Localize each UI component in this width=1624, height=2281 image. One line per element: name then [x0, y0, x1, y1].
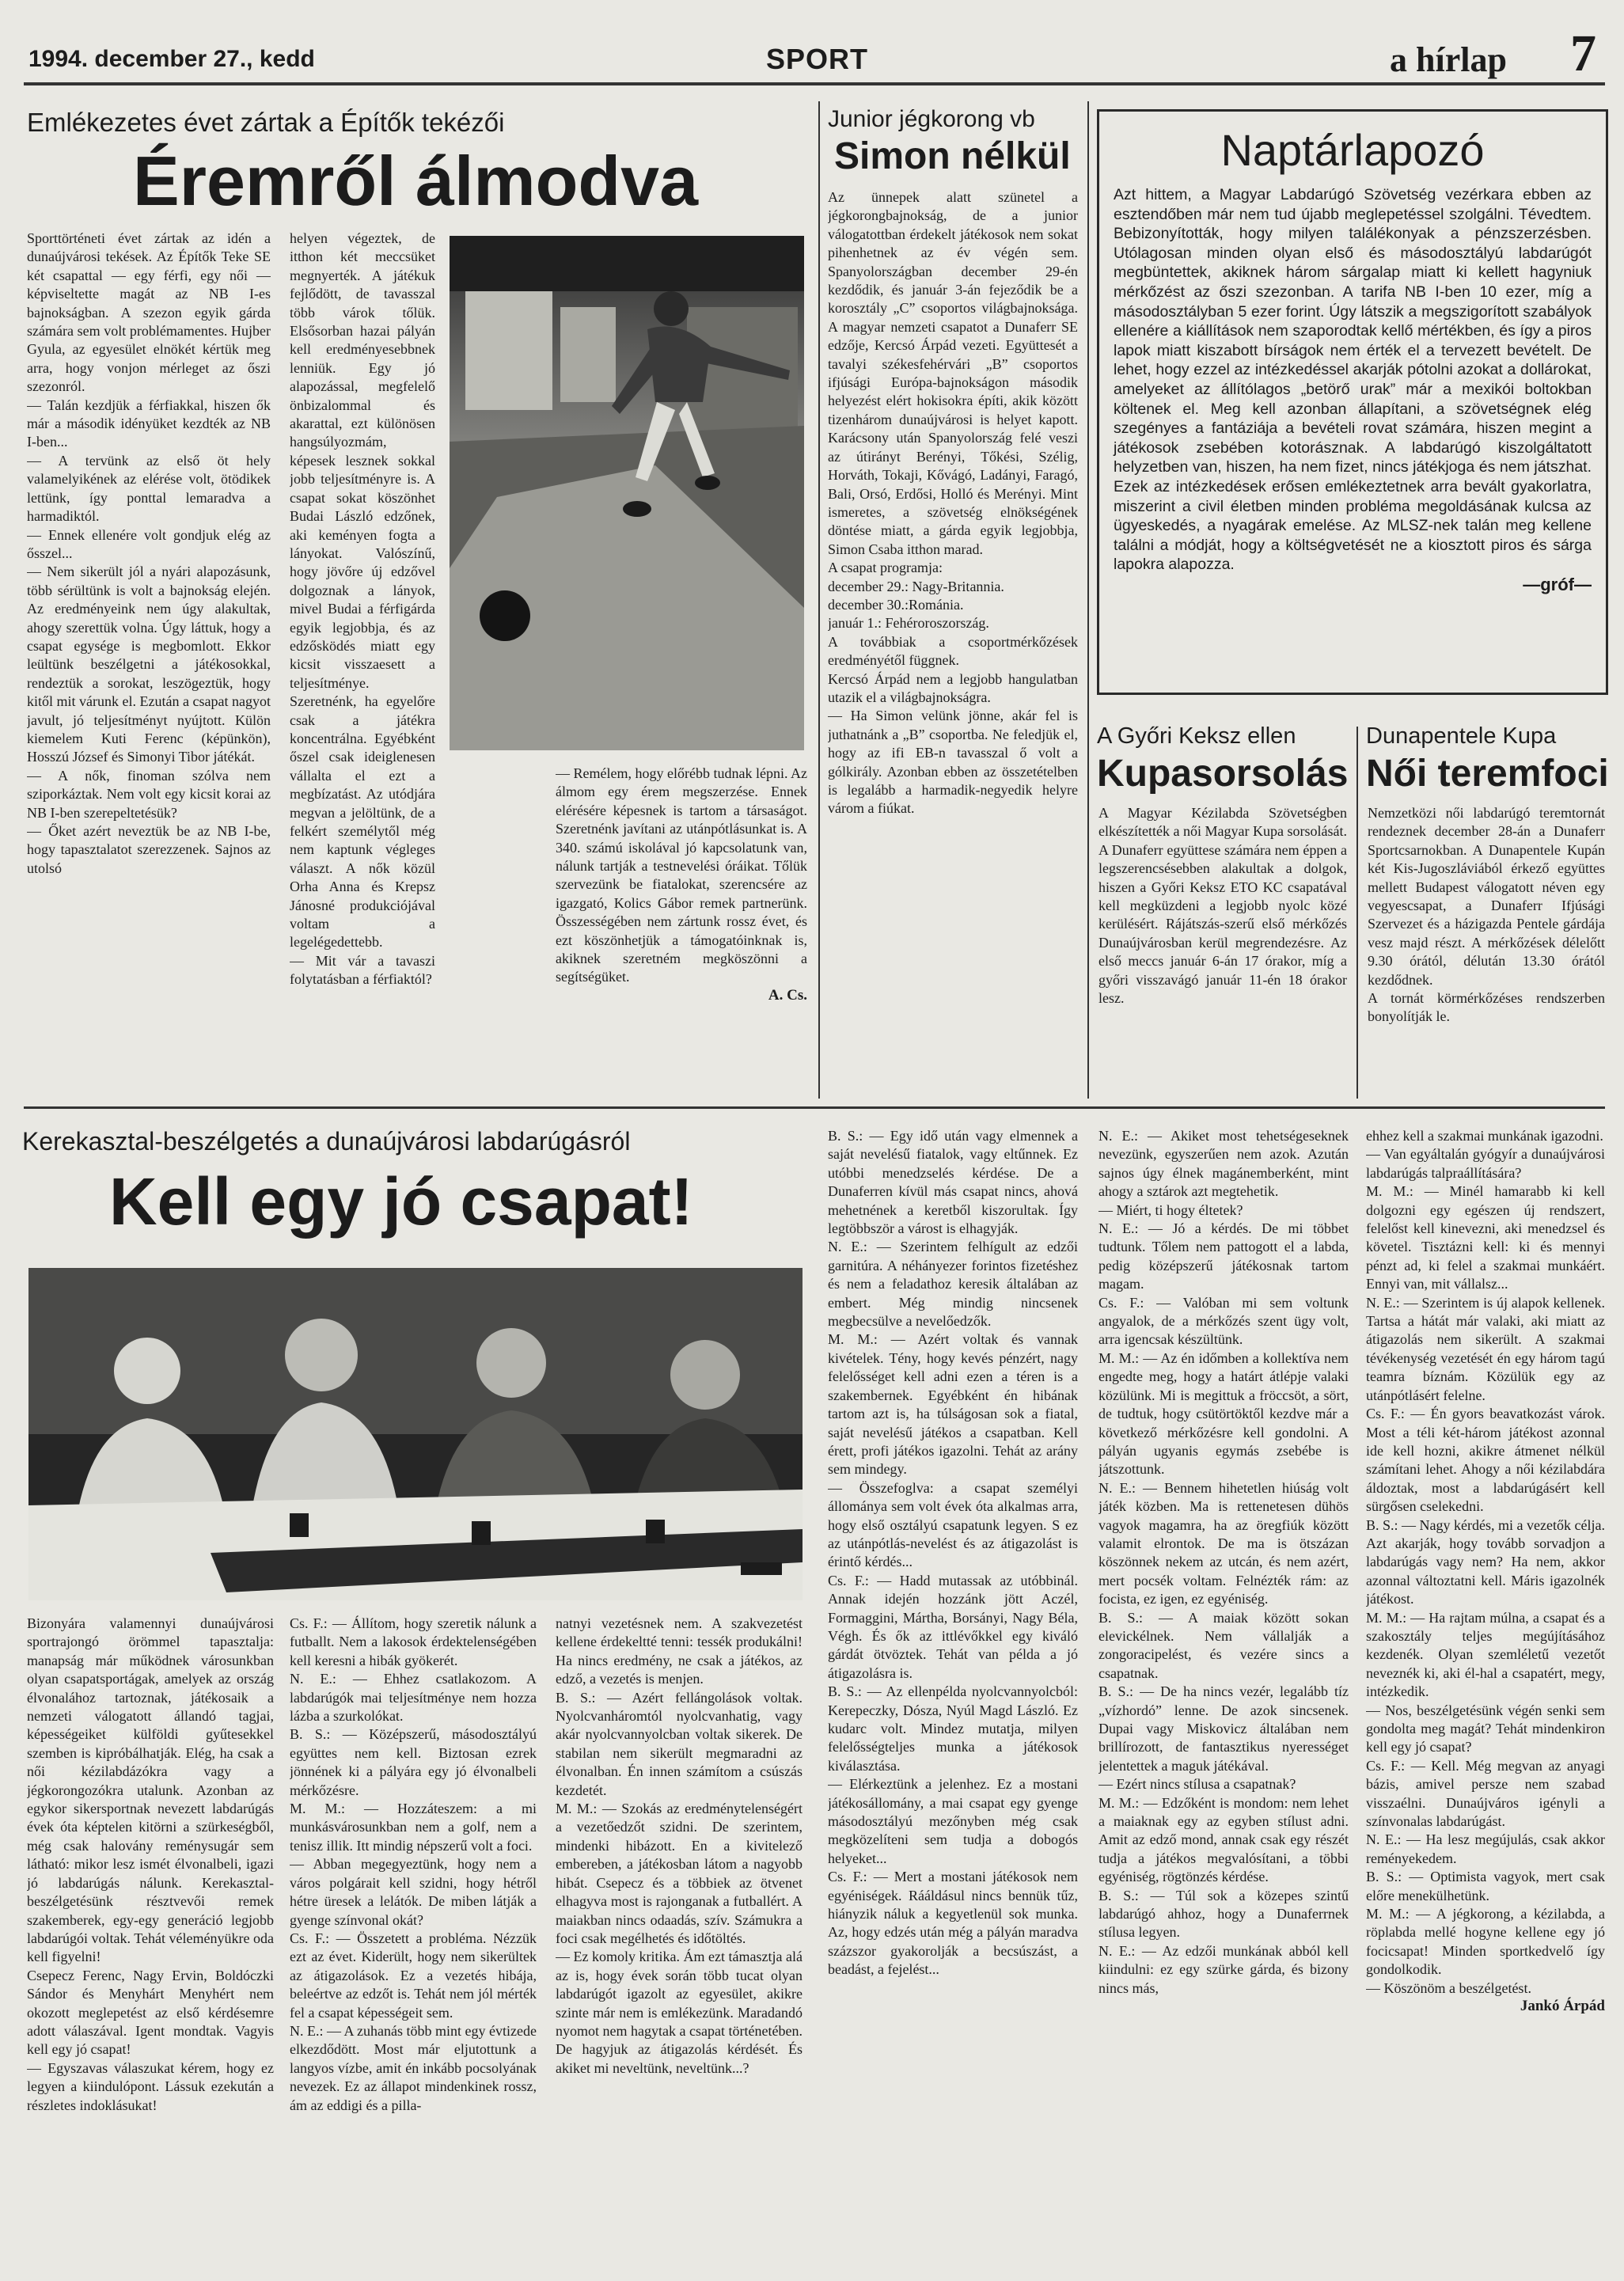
bowling-signature: A. Cs. — [768, 986, 807, 1004]
hockey-column — [828, 188, 1078, 1097]
issue-date: 1994. december 27., kedd — [28, 46, 315, 72]
section-rule — [24, 1106, 1605, 1109]
naptar-signature: —gróf— — [1523, 574, 1592, 594]
football-column-2 — [290, 1615, 537, 2264]
keksz-headline: Kupasorsolás — [1097, 753, 1349, 795]
teremfoci-kicker: Dunapentele Kupa — [1366, 723, 1557, 749]
header-rule — [24, 82, 1605, 85]
bowling-headline: Éremről álmodva — [133, 142, 699, 220]
hockey-text: Az ünnepek alatt szünetel a jégkorongbajnokság, de a junior válogatottban érdekelt játékosok nem sokat pihenhetnek az év végén sem. Spanyolországban december 29-én kezdődik, és január 3-án fejeződik be a korosztály „C” csoportos világbajnoksága. A magyar nemzeti csapatot a Dunaferr SE edzője, Kercsó Árpád vezeti. Együttesét a tavalyi székesfehérvári „B” csoportos ifjúsági Európa-bajnokságon második helyezést elért hokisokra építi, akik között tizenhárom dunaújvárosi is helyet kapott. Karácsony után Spanyolország felé veszi az útirányt Berényi, Tőkési, Szélig, Horváth, Tokaji, Kővágó, Ladányi, Faragó, Bali, Orsó, Erdősi, Holló és Merényi. Mint ismeretes, a szövetség elnökségének döntése miatt, a gárda egyik legjobbja, Simon Csaba itthon marad. A csapat programja: december 29.: Nagy-Britannia. december 30.:Románia. január 1.: Fehéroroszország. A továbbiak a csoportmérkőzések eredményétől függnek. Kercsó Árpád nem a legjobb hangulatban utazik el a világbajnokságra. — Ha Simon velünk jönne, akár fel is juthatnánk a „B” csoportba. Ne feledjük el, hogy az ifi EB-n tavasszal ő volt a gólkirály. Azonban ebben az összetételben is legalább a harmadik-negyedik helyre várom a fiúkat. — [828, 189, 1078, 817]
football-column-6 — [1366, 1127, 1605, 2264]
keksz-text: A Magyar Kézilabda Szövetségben elkészítették a női Magyar Kupa sorsolását. A Dunaferr együttese számára nem éppen a legszerencsésebben alakultak a dolgok, hiszen a Győri Keksz ETO KC csapatával kell megküzdeni a legjobb nyolc közé kerülésért. Rájátszás-szerű első mérkőzés Dunaújvárosban kerül megrendezésre. Az első meccs január 6-án 17 órakor, míg a győri visszavágó január 11-én 18 órakor lesz. — [1098, 805, 1347, 1007]
bowling-kicker: Emlékezetes évet zártak a Építők tekézői — [27, 108, 505, 137]
football-column-3 — [556, 1615, 803, 2264]
teremfoci-text: Nemzetközi női labdarúgó teremtornát rendeznek december 28-án a Dunaferr Sportcsarnokban. A Dunapentele Kupán két Kis-Jugoszláviából érkező együttes mellett Budapest válogatott néven egy vegyescsapat, a Dunaferr Ifjúsági Szervezet és a házigazda Pentele gárdája vesz majd részt. A mérkőzések délelőtt 9.30 órától, délután 13.30 órától kezdődnek. A tornát körmérkőzéses rendszerben bonyolítják le. — [1368, 805, 1605, 1025]
roundtable-photo — [28, 1268, 803, 1600]
football-text-5: N. E.: — Akiket most tehetségeseknek nevezünk, egyszerűen nem azok. Azután sajnos úgy élnek magánemberként, mint ahogy a sztárok azt megtehetik. — Miért, ti hogy éltetek? N. E.: — Jó a kérdés. De mi többet tudtunk. Tőlem nem pattogott el a labda, pedig középszerű játékosnak tartom magam. Cs. F.: — Valóban mi sem voltunk angyalok, de a mérkőzés szent ügy volt, arra igencsak készültünk. M. M.: — Az én időmben a kollektíva nem engedte meg, hogy a határt átlépje valaki közülünk. Mi is megittuk a fröccsöt, a sört, de tudtuk, hogy csütörtöktől kezdve már a következő mérkőzésre kell gondolni. A pályán ugyanis egymás zsebébe is játszottunk. N. E.: — Bennem hihetetlen hiúság volt játék közben. Ma is rettenetesen dühös vagyok magamra, ha az öregfiúk között valamit elrontok. De ma is ötszázan köszönnek nekem az utcán, és nem azért, mert pocsék voltam. Felnézték rám: az focista, ez igen, ez egyéniség. B. S.: — A maiak között sokan elevickélnek. Nem vállalják a zongoracipelést, és vezére sincs a csapatnak. B. S.: — De ha nincs vezér, legalább tíz „vízhordó” lenne. De azok sincsenek. Dupai vagy Miskovicz általában nem brillírozott, de fantasztikus nyerességet jelentettek a maguk játékával. — Ezért nincs stílusa a csapatnak? M. M.: — Edzőként is mondom: nem lehet a maiaknak egy az egyben stílust adni. Amit az edző mond, annak csak egy részét tudja a játékos megvalósítani, a többi egyéniség, rögtönzés kérdése. B. S.: — Túl sok a közepes szintű labdarúgó ahhoz, hogy a Dunaferrnek stílusa legyen. N. E.: — Az edzői munkának abból kell kiindulni: ez egy szürke gárda, és bizony nincs más, — [1098, 1128, 1349, 1996]
hockey-headline: Simon nélkül — [834, 135, 1071, 177]
keksz-column — [1098, 804, 1347, 1097]
bowling-column-2 — [290, 230, 435, 1100]
football-text-4: B. S.: — Egy idő után vagy elmennek a saját nevelésű fiatalok, vagy eltűnnek. Ez utóbbi menedzselés kérdése. De a Dunaferren kívül más csapat nincs, ahová mehetnének a keretből kiszorultak. Így legtöbbször a várost is elhagyják. N. E.: — Szerintem felhígult az edzői garnitúra. A néhányezer forintos fizetéshez és nem a feladathoz keresik általában az embert. Még mindig nincsenek megbecsülve a nevelőedzők. M. M.: — Azért voltak és vannak kivételek. Tény, hogy kevés pénzért, nagy felelősséget kell adni ezen a téren is a szakembernek. Egyébként én hibának tartom azt is, ha túlságosan sok a fiatal, saját nevelésű játékos a csapatban. Kell érett, profi játékos igazolni. Tehát az arány sem mindegy. — Összefoglva: a csapat személyi állománya sem volt évek óta alkalmas arra, hogy első osztályú csapatunk legyen. S ez az utánpótlás-nevelést és az átigazolást is érintő kérdés... Cs. F.: — Hadd mutassak az utóbbinál. Annak idején hozzánk jött Aczél, Formaggini, Mártha, Borsányi, Nagy Béla, Végh. És ők az ittlévőkkel egy kiváló gárdát ötvöztek. Tehát van példa a jó átigazolásra is. B. S.: — Az ellenpélda nyolcvannyolcból: Kerepeczky, Dósza, Nyúl Magd László. Ez kudarc volt. Mindez mutatja, milyen felelősségteljes munka a játékosok kiválasztása. — Elérkeztünk a jelenhez. Ez a mostani játékosállomány, a mai csapat egy gyenge másodosztályú mezőnyben még csak megközelíteni sem tudja a dobogós helyeket... Cs. F.: — Mert a mostani játékosok nem egyéniségek. Rááldásul nincs bennük tűz, hiányzik náluk a kegyetlenül sok munka. Az, hogy edzés után még a pályán maradva százszor gyakorolják a becsúszást, a beadást, a fejelést... — [828, 1128, 1078, 1978]
football-kicker: Kerekasztal-beszélgetés a dunaújvárosi labdarúgásról — [22, 1127, 631, 1156]
newspaper-name: a hírlap — [1390, 40, 1507, 79]
bowling-text-1: Sporttörténeti évet zártak az idén a dunaújvárosi tekések. Az Építők Teke SE két csapattal — egy férfi, egy női — képviseltette magát az NB I-es bajnokságban. A szezon egyik gárda számára sem volt problémamentes. Hujber Gyula, az egyesület elnökét kértük meg arra, hogy vonjon mérleget az őszi szezonról. — Talán kezdjük a férfiakkal, hiszen ők már a második idényüket kezdték az NB I-ben... — A tervünk az első öt hely valamelyikének az elérése volt, ötödikek lettünk, így ponttal lemaradva a harmadiktól. — Ennek ellenére volt gondjuk elég az ősszel... — Nem sikerült jól a nyári alapozásunk, több sérültünk is volt a bajnokság elején. Az eredményeink nem úgy alakultak, ahogy szerettük volna. Úgy láttuk, hogy a csapat egysége is megbomlott. Ekkor leültünk beszélgetni a játékosokkal, rendeztük a sorokat, leszögeztük, hogy kitől mit várunk el. Ezután a csapat nagyot javult, jó teljesítményt nyújtott. Külön kiemelem Kuti Ferenc (képünkön), Hosszú József és Simonyi Tibor játékát. — A nők, finoman szólva nem sziporkáztak. Nem volt egy kicsit korai az NB I-ben szerepeltetésük? — Őket azért neveztük be az NB I-be, hogy tapasztalatot szerezzenek. Sajnos az utolsó — [27, 230, 271, 876]
teremfoci-headline: Női teremfoci — [1366, 753, 1609, 795]
keksz-kicker: A Győri Keksz ellen — [1097, 723, 1296, 749]
football-text-6: ehhez kell a szakmai munkának igazodni. — Van egyáltalán gyógyír a dunaújvárosi labdarúgás talpraállítására? M. M.: — Minél hamarabb ki kell dolgozni egy egészen új rendszert, felelőst kell kinevezni, aki menedzsel és követel. Tisztázni kell: ki és mennyi pénzt ad, ki felel a szakmai munkáért. Ennyi van, mit vállalsz... N. E.: — Szerintem is új alapok kellenek. Tartsa a hátát már valaki, aki miatt az átigazolás nem sikerült. A szakmai tévékenység vezetését én egy három tagú teamra bíznám. Közülük egy az utánpótlásért felelne. Cs. F.: — Én gyors beavatkozást várok. Most a téli két-három játékost azonnal ide kell hozni, akikre átmenet nélkül számítani lehet. Ahogy a női kézilabdára áldoztak, most a labdarúgásért kell sürgősen cselekedni. B. S.: — Nagy kérdés, mi a vezetők célja. Azt akarják, hogy tovább sorvadjon a labdarúgás vagy nem? Ha nem, akkor azonnal változtatni kell. Máris igazolnék játékost. M. M.: — Ha rajtam múlna, a csapat és a szakosztály teljes megújításához kezdenék. Olyan szemléletű vezetőt neveznék ki, aki él-hal a csapatért, megy, intézkedik. — Nos, beszélgetésünk végén senki sem gondolta meg magát? Tehát mindenkiron kell egy jó csapat? Cs. F.: — Kell. Még megvan az anyagi bázis, amivel persze nem szabad visszaélni. Dunaújváros igényli a színvonalas labdarúgást. N. E.: — Ha lesz megújulás, csak akkor reményekedem. B. S.: — Optimista vagyok, mert csak előre menekülhetünk. M. M.: — A jégkorong, a kézilabda, a röplabda mellé hogyne kellene egy jó focicsapat! Minden sportkedvelő így gondolkodik. — Köszönöm a beszélgetést. — [1366, 1128, 1605, 1996]
football-column-5 — [1098, 1127, 1349, 2264]
football-column-1 — [27, 1615, 274, 2264]
naptar-headline: Naptárlapozó — [1220, 125, 1485, 175]
bowling-photo — [450, 236, 804, 750]
naptar-box — [1097, 109, 1608, 695]
football-column-4 — [828, 1127, 1078, 2264]
column-rule — [1087, 101, 1089, 1099]
football-text-2: Cs. F.: — Állítom, hogy szeretik nálunk a futballt. Nem a lakosok érdektelenségében kell keresni a hibák gyökerét. N. E.: — Ehhez csatlakozom. A labdarúgók mai teljesítménye nem hozza lázba a szurkolókat. B. S.: — Középszerű, másodosztályú együttes nem kell. Biztosan ezrek jönnének ki a pályára egy jó élvonalbeli mérkőzésre. M. M.: — Hozzáteszem: a mi munkásvárosunkban nem a golf, nem a tenisz illik. Itt mindig népszerű volt a foci. — Abban megegyeztünk, hogy nem a város polgárait kell szidni, hogy hétről hétre üresek a lelátók. De miben látják a gyenge színvonal okát? Cs. F.: — Összetett a probléma. Nézzük ezt az évet. Kiderült, hogy nem sikerültek az átigazolások. Ez a vezetés hibája, beleértve az edzőt is. Tehát nem jól mérték fel a csapat képességeit sem. N. E.: — A zuhanás több mint egy évtizede elkezdődött. Most már eljutottunk a langyos vízbe, amit én inkább pocsolyának nevezek. Ez az állapot mindenkinek rossz, ám az eddigi és a pilla- — [290, 1615, 537, 2113]
bowling-text-3: — Remélem, hogy előrébb tudnak lépni. Az álmom egy érem megszerzése. Ennek elérésére képesnek is tartom a társaságot. Szeretnénk javítani az utánpótlásunkat is. A 340. számú iskolával jó kapcsolatunk van, nálunk tartják a testnevelési óráikat. Tőlük szervezünk be fiatalokat, szerencsére az igazgató, Kolics Gábor remek partnerünk. Összességében nem zártunk rossz évet, és ezt köszönhetjük a támogatóinknak is, akiknek szeretném megköszönni a segítségüket. — [556, 765, 807, 985]
bowling-column-1 — [27, 230, 271, 1100]
bowling-column-3 — [556, 765, 807, 1097]
page-number: 7 — [1570, 25, 1596, 82]
football-text-3: natnyi vezetésnek nem. A szakvezetést kellene érdekeltté tenni: tessék produkálni! Ha nincs eredmény, ne csak a játékos, az edző, a vezetés is menjen. B. S.: — Azért fellángolások voltak. Nyolcvanháromtól nyolcvanhatig, vagy akár nyolcvannyolcban voltak sikerek. De stabilan nem sikerült megmaradni az élvonalban. Én innen számítom a csúszás kezdetét. M. M.: — Szokás az eredménytelenségért a vezetőedzőt szidni. De szerintem, mindenki hibázott. En a kivitelező embereben, a játékosban látom a nagyobb hibát. Csepecz és a többiek az ötvenet elhagyva most is rajonganak a futballért. A maiakban nincs odaadás, szív. Számukra a foci csak megélhetés és időtöltés. — Ez komoly kritika. Ám ezt támasztja alá az is, hogy évek során több tucat olyan labdarúgót igazolt az egyesület, akikre szinte már nem is emlékezünk. Maradandó nyomot nem hagytak a csapat történetében. De hagyjuk az átigazolás kérdését. És akiket mi neveltünk, neveltünk...? — [556, 1615, 803, 2076]
teremfoci-column — [1368, 804, 1605, 1097]
football-signature: Jankó Árpád — [1520, 1998, 1605, 2015]
column-rule — [818, 101, 820, 1099]
football-text-1: Bizonyára valamennyi dunaújvárosi sportrajongó örömmel tapasztalja: manapság már működnek városunkban olyan csapatsportágak, amelyek az ország élvonalához tartoznak, játékosaik a nemzeti válogatott állandó tagjai, képességeiket külföldi gyűtesekkel szemben is kipróbálhatják. Elég, ha csak a női kézilabdázókra vagy a jégkorongozókra utalunk. Azonban az egykor sikersportnak nevezett labdarúgás évek óta képtelen kitörni a szürkeségből, még csak halovány reménysugár sem látható: mikor lesz ismét élvonalbeli, igazi jó labdarúgás nálunk. Kerekasztal-beszélgetésünk résztvevői remek szakemberek, egy-egy generáció legjobb labdarúgói voltak. Tehát véleményükre oda kell figyelni! Csepecz Ferenc, Nagy Ervin, Boldóczki Sándor és Menyhárt Menyhért nem okozott meglepetést az első kérdésemre adott válaszával. Igent mondtak. Vagyis kell egy jó csapat! — Egyszavas válaszukat kérem, hogy ez legyen a kiindulópont. Lássuk ezekután a részletes indoklásukat! — [27, 1615, 274, 2113]
bowling-text-2: helyen végeztek, de itthon két meccsüket megnyerték. A játékuk fejlődött, de tavasszal több várok tőlük. Elsősorban hazai pályán kell eredményesebbnek lenniük. Egy jó alapozással, megfelelő önbizalommal és akarattal, ezt különösen hangsúlyozmám, képesek lesznek sokkal jobb teljesítményre is. A csapat sokat köszönhet Budai László edzőnek, aki keményen fogta a lányokat. Valószínű, hogy jövőre új edzővel dolgoznak a lányok, mivel Budai a férfigárda egyik legjobbja, és az edzősködés miatt egy kicsit visszaesett a teljesítménye. Szeretnénk, ha egyelőre csak a játékra koncentrálna. Egyébként őszel csak ideiglenesen vállalta el ezt a megbízatást. Az utódjára megvan a jelöltünk, de a felkért személytől még nem kaptunk végleges választ. A nők közül Orha Anna és Krepsz Jánosné produkciójával voltam a legelégedettebb. — Mit vár a tavaszi folytatásban a férfiaktól? — [290, 230, 435, 988]
section-title: SPORT — [766, 43, 869, 75]
naptar-text: Azt hittem, a Magyar Labdarúgó Szövetség vezérkara ebben az esztendőben már nem tud újabb meglepetéssel szolgálni. Tévedtem. Bebizonyították, hogy milyen találékonyak a pénzszerzésben. Utólagosan minden olyan első és másodosztályú labdarúgót megbüntettek, akiknek három sárgalap miatt ki kellett hagyniuk mérkőzést az őszi szezonban. A tarifa NB I-ben 10 ezer, míg a másodosztályban 5 ezer forint. Úgy látszik a megszigorított szabályok ellenére a kiállítások nem szaporodtak kellő mértékben, és így a piros lapok miatt kiszabott bírságok nem érték el a tervezett bevételt. De lehet, hogy ezzel az intézkedéssel akarják pótolni azokat a dollárokat, amelyeket az állítólagos „betörő urak” már a mexikói boltokban költenek el. Meg kell azonban állapítani, a szövetségnek elég szegényes a fantáziája a bevételi rovat számára, hiszen megint a játékosok zsebében kotorásznak. A labdarúgó kiszolgáltatott helyzetben van, hiszen, ha nem fizet, nincs játékjoga és nem játszhat. Ezek az intézkedések erősen emlékeztetnek arra bevált gyakorlatra, miszerint a civil életben minden probléma megoldásának kulcsa az ügyeskedés, a nyagárak emelése. Az MLSZ-nek talán meg kellene találni a módját, hogy a költségvetését ne a kiosztott piros és sárga lapokra alapozza. — [1114, 186, 1592, 574]
hockey-kicker: Junior jégkorong vb — [828, 106, 1035, 132]
column-rule — [1356, 727, 1358, 1099]
football-headline: Kell egy jó csapat! — [109, 1164, 693, 1239]
